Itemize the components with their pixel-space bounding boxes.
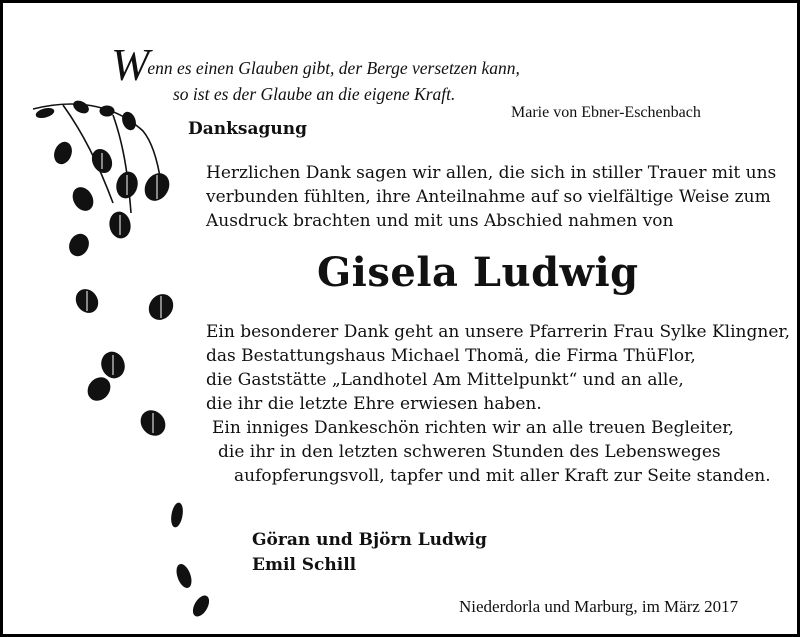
quote-drop-cap: W xyxy=(111,39,150,90)
thanks-line: das Bestattungshaus Michael Thomä, die Firma ThüFlor, xyxy=(206,346,696,366)
intro-line: verbunden fühlten, ihre Anteilnahme auf so vielfältige Weise zum xyxy=(206,187,771,207)
thanks-line: die ihr in den letzten schweren Stunden des Lebensweges xyxy=(218,442,721,462)
thanks-line: aufopferungsvoll, tapfer und mit aller Kraft zur Seite standen. xyxy=(234,466,771,486)
thanks-line: Ein besonderer Dank geht an unsere Pfarrerin Frau Sylke Klingner, xyxy=(206,322,791,342)
intro-line: Ausdruck brachten und mit uns Abschied nahmen von xyxy=(206,211,674,231)
place-and-date: Niederdorla und Marburg, im März 2017 xyxy=(459,597,739,616)
quote-line-1: enn es einen Glauben gibt, der Berge versetzen kann, xyxy=(147,58,520,78)
thanks-paragraph xyxy=(206,320,790,488)
thanks-line: Ein inniges Dankeschön richten wir an alle treuen Begleiter, xyxy=(212,418,734,438)
quote-line-2: so ist es der Glaube an die eigene Kraft. xyxy=(173,84,456,104)
signer-name: Göran und Björn Ludwig xyxy=(252,530,487,550)
thanks-line: die ihr die letzte Ehre erwiesen haben. xyxy=(206,394,542,414)
thanks-line: die Gaststätte „Landhotel Am Mittelpunkt“ und an alle, xyxy=(206,370,684,390)
signer-name: Emil Schill xyxy=(252,555,357,575)
signers xyxy=(252,528,487,578)
quote-author: Marie von Ebner-Eschenbach xyxy=(511,104,701,121)
intro-line: Herzlichen Dank sagen wir allen, die sich in stiller Trauer mit uns xyxy=(206,163,777,183)
epigraph-quote xyxy=(111,39,520,107)
intro-paragraph xyxy=(206,161,796,233)
heading-danksagung: Danksagung xyxy=(188,119,307,139)
deceased-name: Gisela Ludwig xyxy=(317,249,639,296)
